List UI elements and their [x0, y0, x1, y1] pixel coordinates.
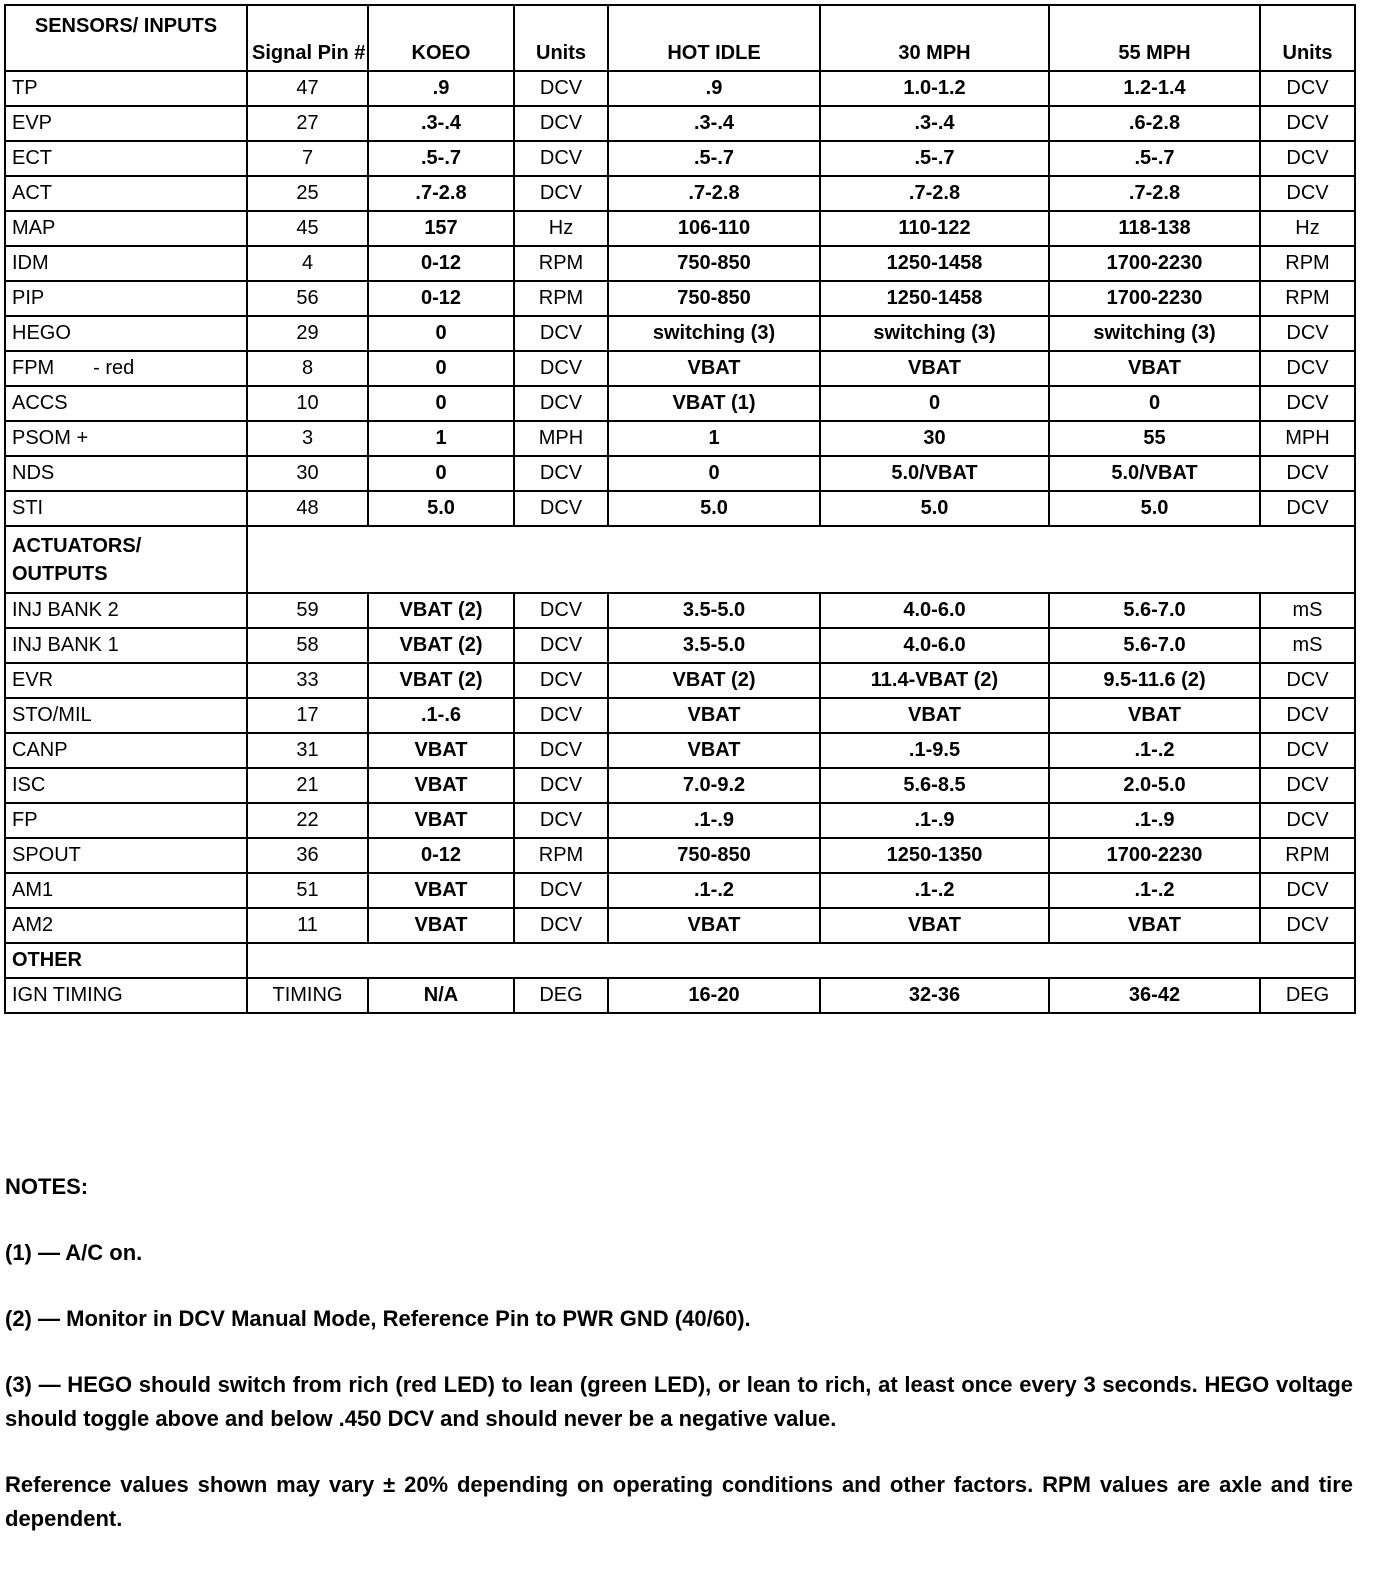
koeo-cell: VBAT — [368, 803, 514, 838]
table-row — [5, 456, 1355, 491]
note-1: (1) — A/C on. — [5, 1240, 143, 1265]
header-hot-idle: HOT IDLE — [608, 5, 820, 71]
notes-section — [5, 1170, 1353, 1568]
koeo-cell: .9 — [368, 71, 514, 106]
mph55-cell: .1-.2 — [1049, 873, 1260, 908]
signal-pin-cell: 29 — [247, 316, 368, 351]
header-signal-pin: Signal Pin # — [247, 5, 368, 71]
row-name: SPOUT — [5, 838, 247, 873]
koeo-cell: 0-12 — [368, 281, 514, 316]
units-cell: DCV — [514, 663, 608, 698]
mph55-cell: .6-2.8 — [1049, 106, 1260, 141]
units-cell: DCV — [514, 803, 608, 838]
table-row — [5, 211, 1355, 246]
hot-idle-cell: .9 — [608, 71, 820, 106]
mph30-cell: .1-.2 — [820, 873, 1049, 908]
hot-idle-cell: 1 — [608, 421, 820, 456]
table-row — [5, 316, 1355, 351]
mph55-cell: 55 — [1049, 421, 1260, 456]
mph30-cell: VBAT — [820, 908, 1049, 943]
units-2-cell: DCV — [1260, 908, 1355, 943]
actuators-outputs-label: ACTUATORS/ OUTPUTS — [5, 526, 247, 593]
units-2-cell: DCV — [1260, 456, 1355, 491]
mph30-cell: 1250-1458 — [820, 246, 1049, 281]
table-row — [5, 908, 1355, 943]
units-2-cell: DCV — [1260, 351, 1355, 386]
hot-idle-cell: .5-.7 — [608, 141, 820, 176]
table-row — [5, 593, 1355, 628]
note-2: (2) — Monitor in DCV Manual Mode, Reference Pin to PWR GND (40/60). — [5, 1306, 751, 1331]
mph55-cell: 1700-2230 — [1049, 246, 1260, 281]
header-units-2: Units — [1260, 5, 1355, 71]
hot-idle-cell: .1-.2 — [608, 873, 820, 908]
koeo-cell: VBAT (2) — [368, 593, 514, 628]
units-cell: DCV — [514, 141, 608, 176]
mph55-cell: .7-2.8 — [1049, 176, 1260, 211]
reference-values-table — [4, 4, 1356, 1014]
table-row — [5, 386, 1355, 421]
row-name: STI — [5, 491, 247, 526]
mph55-cell: 5.6-7.0 — [1049, 628, 1260, 663]
table-row — [5, 698, 1355, 733]
hot-idle-cell: VBAT — [608, 698, 820, 733]
row-name: INJ BANK 1 — [5, 628, 247, 663]
table-row — [5, 281, 1355, 316]
signal-pin-cell: 31 — [247, 733, 368, 768]
mph30-cell: .3-.4 — [820, 106, 1049, 141]
signal-pin-cell: 56 — [247, 281, 368, 316]
hot-idle-cell: .7-2.8 — [608, 176, 820, 211]
other-section-row — [5, 943, 1355, 978]
mph30-cell: 30 — [820, 421, 1049, 456]
row-name: IDM — [5, 246, 247, 281]
hot-idle-cell: 16-20 — [608, 978, 820, 1013]
mph55-cell: .5-.7 — [1049, 141, 1260, 176]
koeo-cell: VBAT — [368, 768, 514, 803]
hot-idle-cell: 7.0-9.2 — [608, 768, 820, 803]
table-row — [5, 421, 1355, 456]
row-name: ECT — [5, 141, 247, 176]
table-row — [5, 351, 1355, 386]
koeo-cell: .7-2.8 — [368, 176, 514, 211]
units-2-cell: DCV — [1260, 491, 1355, 526]
header-30-mph: 30 MPH — [820, 5, 1049, 71]
hot-idle-cell: 0 — [608, 456, 820, 491]
actuator-rows — [5, 593, 1355, 943]
units-cell: DCV — [514, 106, 608, 141]
units-cell: DCV — [514, 176, 608, 211]
row-name: EVP — [5, 106, 247, 141]
koeo-cell: 0-12 — [368, 246, 514, 281]
row-name: INJ BANK 2 — [5, 593, 247, 628]
other-section — [5, 943, 1355, 978]
table-row — [5, 628, 1355, 663]
mph55-cell: VBAT — [1049, 908, 1260, 943]
row-name: FP — [5, 803, 247, 838]
koeo-cell: 0 — [368, 316, 514, 351]
row-name: PSOM + — [5, 421, 247, 456]
signal-pin-cell: 47 — [247, 71, 368, 106]
mph30-cell: 4.0-6.0 — [820, 593, 1049, 628]
mph55-cell: 5.0/VBAT — [1049, 456, 1260, 491]
mph30-cell: VBAT — [820, 698, 1049, 733]
units-cell: DCV — [514, 873, 608, 908]
row-name: AM1 — [5, 873, 247, 908]
mph55-cell: 0 — [1049, 386, 1260, 421]
signal-pin-cell: 3 — [247, 421, 368, 456]
mph55-cell: 5.6-7.0 — [1049, 593, 1260, 628]
header-koeo: KOEO — [368, 5, 514, 71]
signal-pin-cell: TIMING — [247, 978, 368, 1013]
mph55-cell: .1-.2 — [1049, 733, 1260, 768]
mph30-cell: 32-36 — [820, 978, 1049, 1013]
units-2-cell: DCV — [1260, 663, 1355, 698]
table-row — [5, 491, 1355, 526]
units-2-cell: DCV — [1260, 71, 1355, 106]
signal-pin-cell: 59 — [247, 593, 368, 628]
signal-pin-cell: 45 — [247, 211, 368, 246]
units-2-cell: DCV — [1260, 386, 1355, 421]
section-spacer — [247, 526, 1355, 593]
mph30-cell: 5.0 — [820, 491, 1049, 526]
row-name: IGN TIMING — [5, 978, 247, 1013]
mph30-cell: .1-.9 — [820, 803, 1049, 838]
mph30-cell: 11.4-VBAT (2) — [820, 663, 1049, 698]
row-name: EVR — [5, 663, 247, 698]
note-reference: Reference values shown may vary ± 20% depending on operating conditions and other factors. RPM values are axle and tire dependent. — [5, 1472, 1353, 1531]
units-cell: DCV — [514, 386, 608, 421]
units-cell: DCV — [514, 593, 608, 628]
table-header-row — [5, 5, 1355, 71]
note-3: (3) — HEGO should switch from rich (red LED) to lean (green LED), or lean to rich, at least once every 3 seconds. HEGO voltage should toggle above and below .450 DCV and should never be a negative value. — [5, 1372, 1353, 1431]
mph30-cell: .1-9.5 — [820, 733, 1049, 768]
notes-heading: NOTES: — [5, 1174, 89, 1199]
units-2-cell: DCV — [1260, 768, 1355, 803]
row-name: CANP — [5, 733, 247, 768]
mph30-cell: 110-122 — [820, 211, 1049, 246]
units-2-cell: mS — [1260, 628, 1355, 663]
row-name: ACCS — [5, 386, 247, 421]
units-cell: RPM — [514, 838, 608, 873]
hot-idle-cell: VBAT — [608, 351, 820, 386]
units-2-cell: DCV — [1260, 698, 1355, 733]
row-name: MAP — [5, 211, 247, 246]
units-cell: DCV — [514, 628, 608, 663]
mph55-cell: 1700-2230 — [1049, 838, 1260, 873]
units-cell: DCV — [514, 491, 608, 526]
table-row — [5, 733, 1355, 768]
mph30-cell: switching (3) — [820, 316, 1049, 351]
mph30-cell: 1250-1458 — [820, 281, 1049, 316]
signal-pin-cell: 10 — [247, 386, 368, 421]
units-cell: RPM — [514, 281, 608, 316]
units-cell: DCV — [514, 351, 608, 386]
hot-idle-cell: .1-.9 — [608, 803, 820, 838]
koeo-cell: .5-.7 — [368, 141, 514, 176]
units-cell: MPH — [514, 421, 608, 456]
mph55-cell: switching (3) — [1049, 316, 1260, 351]
sensor-rows — [5, 71, 1355, 526]
units-cell: DCV — [514, 698, 608, 733]
table-row — [5, 71, 1355, 106]
hot-idle-cell: 5.0 — [608, 491, 820, 526]
koeo-cell: 0-12 — [368, 838, 514, 873]
table-row — [5, 838, 1355, 873]
table-row — [5, 978, 1355, 1013]
hot-idle-cell: switching (3) — [608, 316, 820, 351]
table-row — [5, 803, 1355, 838]
koeo-cell: VBAT (2) — [368, 663, 514, 698]
mph55-cell: .1-.9 — [1049, 803, 1260, 838]
mph55-cell: 5.0 — [1049, 491, 1260, 526]
mph30-cell: 4.0-6.0 — [820, 628, 1049, 663]
units-2-cell: DCV — [1260, 873, 1355, 908]
hot-idle-cell: 3.5-5.0 — [608, 593, 820, 628]
units-cell: RPM — [514, 246, 608, 281]
table-row — [5, 141, 1355, 176]
mph55-cell: 1.2-1.4 — [1049, 71, 1260, 106]
units-2-cell: Hz — [1260, 211, 1355, 246]
row-name: HEGO — [5, 316, 247, 351]
koeo-cell: 0 — [368, 351, 514, 386]
hot-idle-cell: VBAT — [608, 733, 820, 768]
mph30-cell: 1.0-1.2 — [820, 71, 1049, 106]
signal-pin-cell: 21 — [247, 768, 368, 803]
hot-idle-cell: 106-110 — [608, 211, 820, 246]
units-2-cell: RPM — [1260, 838, 1355, 873]
units-cell: DCV — [514, 733, 608, 768]
mph30-cell: .7-2.8 — [820, 176, 1049, 211]
units-cell: DCV — [514, 768, 608, 803]
units-2-cell: DCV — [1260, 141, 1355, 176]
mph55-cell: VBAT — [1049, 351, 1260, 386]
hot-idle-cell: VBAT — [608, 908, 820, 943]
signal-pin-cell: 48 — [247, 491, 368, 526]
units-2-cell: DEG — [1260, 978, 1355, 1013]
signal-pin-cell: 33 — [247, 663, 368, 698]
koeo-cell: VBAT — [368, 733, 514, 768]
koeo-cell: 5.0 — [368, 491, 514, 526]
signal-pin-cell: 58 — [247, 628, 368, 663]
hot-idle-cell: VBAT (1) — [608, 386, 820, 421]
signal-pin-cell: 27 — [247, 106, 368, 141]
hot-idle-cell: 750-850 — [608, 281, 820, 316]
mph55-cell: VBAT — [1049, 698, 1260, 733]
koeo-cell: .1-.6 — [368, 698, 514, 733]
row-name: PIP — [5, 281, 247, 316]
signal-pin-cell: 11 — [247, 908, 368, 943]
mph55-cell: 36-42 — [1049, 978, 1260, 1013]
table-row — [5, 246, 1355, 281]
other-rows — [5, 978, 1355, 1013]
header-units: Units — [514, 5, 608, 71]
signal-pin-cell: 51 — [247, 873, 368, 908]
signal-pin-cell: 8 — [247, 351, 368, 386]
signal-pin-cell: 30 — [247, 456, 368, 491]
units-cell: DCV — [514, 316, 608, 351]
mph30-cell: .5-.7 — [820, 141, 1049, 176]
row-name: AM2 — [5, 908, 247, 943]
units-2-cell: DCV — [1260, 176, 1355, 211]
units-2-cell: DCV — [1260, 803, 1355, 838]
mph30-cell: 0 — [820, 386, 1049, 421]
mph30-cell: VBAT — [820, 351, 1049, 386]
mph55-cell: 2.0-5.0 — [1049, 768, 1260, 803]
header-55-mph: 55 MPH — [1049, 5, 1260, 71]
koeo-cell: 157 — [368, 211, 514, 246]
section-spacer — [247, 943, 1355, 978]
units-cell: DEG — [514, 978, 608, 1013]
row-name: TP — [5, 71, 247, 106]
signal-pin-cell: 22 — [247, 803, 368, 838]
signal-pin-cell: 17 — [247, 698, 368, 733]
units-2-cell: RPM — [1260, 246, 1355, 281]
other-label: OTHER — [5, 943, 247, 978]
koeo-cell: 0 — [368, 456, 514, 491]
mph30-cell: 5.0/VBAT — [820, 456, 1049, 491]
units-2-cell: DCV — [1260, 106, 1355, 141]
koeo-cell: VBAT — [368, 908, 514, 943]
mph30-cell: 5.6-8.5 — [820, 768, 1049, 803]
row-name: FPM - red — [5, 351, 247, 386]
signal-pin-cell: 7 — [247, 141, 368, 176]
units-cell: DCV — [514, 908, 608, 943]
units-2-cell: mS — [1260, 593, 1355, 628]
hot-idle-cell: 750-850 — [608, 838, 820, 873]
actuators-section — [5, 526, 1355, 593]
signal-pin-cell: 25 — [247, 176, 368, 211]
mph30-cell: 1250-1350 — [820, 838, 1049, 873]
table-row — [5, 176, 1355, 211]
units-cell: DCV — [514, 456, 608, 491]
row-name: NDS — [5, 456, 247, 491]
mph55-cell: 9.5-11.6 (2) — [1049, 663, 1260, 698]
table-row — [5, 106, 1355, 141]
units-cell: DCV — [514, 71, 608, 106]
signal-pin-cell: 36 — [247, 838, 368, 873]
table-row — [5, 663, 1355, 698]
row-name: ACT — [5, 176, 247, 211]
signal-pin-cell: 4 — [247, 246, 368, 281]
units-2-cell: DCV — [1260, 316, 1355, 351]
units-2-cell: MPH — [1260, 421, 1355, 456]
units-2-cell: DCV — [1260, 733, 1355, 768]
mph55-cell: 118-138 — [1049, 211, 1260, 246]
actuators-section-row — [5, 526, 1355, 593]
units-2-cell: RPM — [1260, 281, 1355, 316]
table-row — [5, 873, 1355, 908]
koeo-cell: N/A — [368, 978, 514, 1013]
koeo-cell: 1 — [368, 421, 514, 456]
hot-idle-cell: 3.5-5.0 — [608, 628, 820, 663]
koeo-cell: VBAT — [368, 873, 514, 908]
units-cell: Hz — [514, 211, 608, 246]
koeo-cell: VBAT (2) — [368, 628, 514, 663]
hot-idle-cell: VBAT (2) — [608, 663, 820, 698]
koeo-cell: .3-.4 — [368, 106, 514, 141]
hot-idle-cell: .3-.4 — [608, 106, 820, 141]
mph55-cell: 1700-2230 — [1049, 281, 1260, 316]
row-name: ISC — [5, 768, 247, 803]
table-row — [5, 768, 1355, 803]
koeo-cell: 0 — [368, 386, 514, 421]
hot-idle-cell: 750-850 — [608, 246, 820, 281]
row-name: STO/MIL — [5, 698, 247, 733]
header-sensors-inputs: SENSORS/ INPUTS — [5, 5, 247, 71]
